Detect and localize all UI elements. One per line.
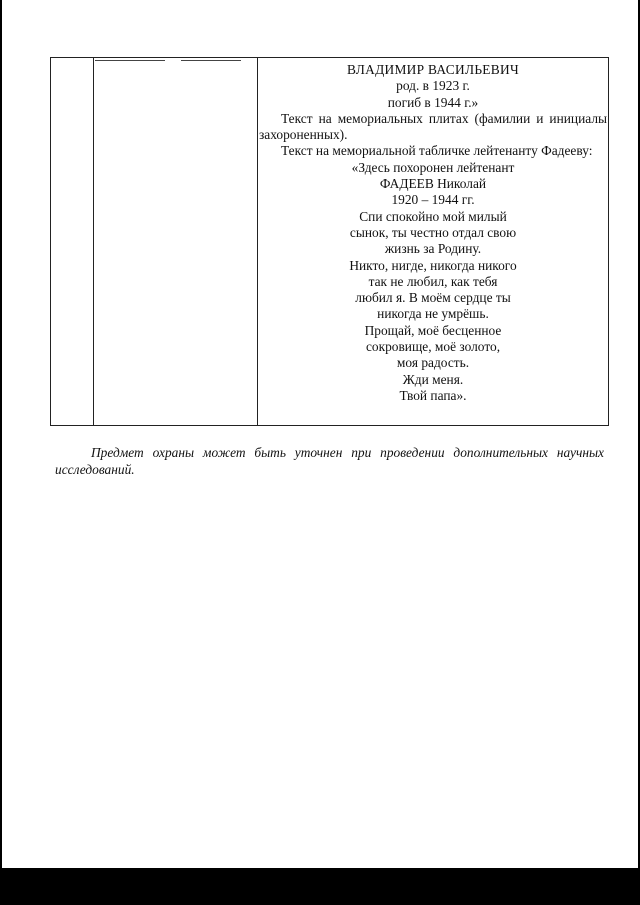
table-column-divider xyxy=(257,58,258,425)
memorial-plaque-paragraph: Текст на мемориальной табличке лейтенанту Фадееву: xyxy=(281,143,593,159)
quote-line: жизнь за Родину. xyxy=(384,241,482,257)
quote-line: Спи спокойно мой милый xyxy=(359,208,507,224)
memorial-text-cell xyxy=(259,62,607,404)
table-top-rule-fragment xyxy=(95,60,165,61)
scan-bottom-band xyxy=(0,868,640,905)
quote-line: Никто, нигде, никогда никого xyxy=(349,257,517,273)
quote-line: никогда не умрёшь. xyxy=(377,306,489,322)
quote-line: ФАДЕЕВ Николай xyxy=(379,176,487,192)
quote-line: моя радость. xyxy=(396,355,470,371)
quote-line: Жди меня. xyxy=(402,371,464,387)
page-left-border xyxy=(0,0,2,868)
quote-line: «Здесь похоронен лейтенант xyxy=(351,159,515,175)
quote-line: так не любил, как тебя xyxy=(368,273,498,289)
death-year-line: погиб в 1944 г.» xyxy=(387,94,479,110)
table-column-divider xyxy=(93,58,94,425)
memorial-text-table xyxy=(50,57,609,426)
table-top-rule-fragment xyxy=(181,60,241,61)
quote-line: Твой папа». xyxy=(399,387,467,403)
memorial-plates-paragraph: Текст на мемориальных плитах (фамилии и инициалы захороненных). xyxy=(259,110,607,143)
quote-line: Прощай, моё бесценное xyxy=(364,322,502,338)
quote-line: любил я. В моём сердце ты xyxy=(355,290,511,306)
quote-line: сынок, ты честно отдал свою xyxy=(349,224,517,240)
person-name-line: ВЛАДИМИР ВАСИЛЬЕВИЧ xyxy=(347,62,519,77)
quote-line: сокровище, моё золото, xyxy=(365,339,501,355)
birth-year-line: род. в 1923 г. xyxy=(396,78,470,94)
protection-subject-note: Предмет охраны может быть уточнен при проведении дополнительных научных исследований. xyxy=(55,445,604,477)
plaque-quote xyxy=(259,160,607,404)
quote-line: 1920 – 1944 гг. xyxy=(391,192,475,208)
